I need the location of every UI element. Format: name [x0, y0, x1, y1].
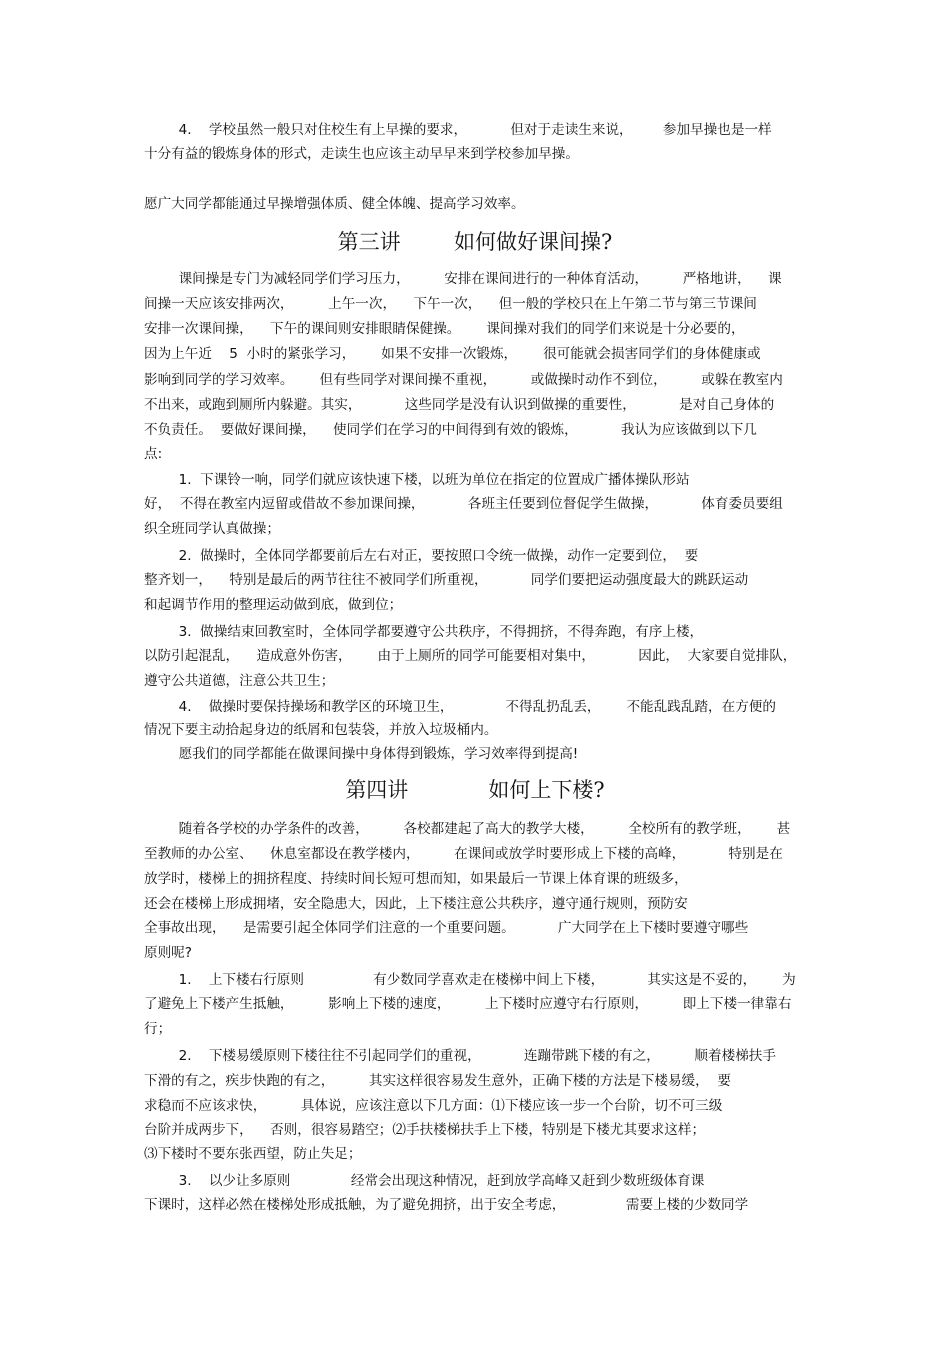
lecture3-item-2-line: 和起调节作用的整理运动做到底，做到位； — [144, 597, 403, 613]
lecture3-item-2-line: 2. 做操时，全体同学都要前后左右对正，要按照口令统一做操，动作一定要到位， 要 — [144, 548, 699, 564]
lecture4-item-1-line: 行； — [144, 1021, 172, 1037]
lecture4-item-2-line: 台阶并成两步下， 否则，很容易踏空；⑵手扶楼梯扶手上下楼，特别是下楼尤其要求这样； — [144, 1122, 706, 1138]
lecture3-paragraph-line: 不出来，或跑到厕所内躲避。其实， 这些同学是没有认识到做操的重要性， 是对自己身体的 — [144, 397, 775, 413]
intro-line: 愿广大同学都能通过早操增强体质、健全体魄、提高学习效率。 — [144, 196, 525, 212]
lecture3-item-2-line: 整齐划一， 特别是最后的两节往往不被同学们所重视， 同学们要把运动强度最大的跳跃运动 — [144, 572, 749, 588]
lecture4-item-3-line: 3. 以少让多原则 经常会出现这种情况，赶到放学高峰又赶到少数班级体育课 — [144, 1173, 705, 1189]
lecture4-paragraph-line: 原则呢? — [144, 945, 192, 961]
lecture3-paragraph-line: 间操一天应该安排两次， 上午一次， 下午一次， 但一般的学校只在上午第二节与第三节课间 — [144, 296, 757, 312]
lecture3-item-4-line: 情况下要主动拾起身边的纸屑和包装袋，并放入垃圾桶内。 — [144, 722, 498, 738]
lecture3-paragraph-line: 因为上午近 5 小时的紧张学习， 如果不安排一次锻炼， 很可能就会损害同学们的身体健康或 — [144, 346, 761, 362]
lecture3-item-3-line: 3. 做操结束回教室时，全体同学都要遵守公共秩序，不得拥挤，不得奔跑，有序上楼， — [144, 624, 704, 640]
lecture4-paragraph-line: 放学时，楼梯上的拥挤程度、持续时间长短可想而知，如果最后一节课上体育课的班级多， — [144, 871, 688, 887]
lecture4-paragraph-line: 全事故出现， 是需要引起全体同学们注意的一个重要问题。 广大同学在上下楼时要遵守哪些 — [144, 920, 749, 936]
lecture4-paragraph-line: 还会在楼梯上形成拥堵，安全隐患大，因此，上下楼注意公共秩序，遵守通行规则，预防安 — [144, 896, 688, 912]
lecture3-paragraph-line: 影响到同学的学习效率。 但有些同学对课间操不重视， 或做操时动作不到位， 或躲在教室内 — [144, 372, 783, 388]
lecture4-item-1-line: 1. 上下楼右行原则 有少数同学喜欢走在楼梯中间上下楼， 其实这是不妥的， 为 — [144, 972, 796, 988]
lecture3-item-1-line: 1. 下课铃一响，同学们就应该快速下楼，以班为单位在指定的位置成广播体操队形站 — [144, 472, 690, 488]
lecture4-item-3-line: 下课时，这样必然在楼梯处形成抵触，为了避免拥挤，出于安全考虑， 需要上楼的少数同学 — [144, 1197, 749, 1213]
lecture4-item-2-line: 求稳而不应该求快， 具体说，应该注意以下几方面：⑴下楼应该一步一个台阶，切不可三级 — [144, 1098, 723, 1114]
lecture3-item-3-line: 以防引起混乱， 造成意外伤害， 由于上厕所的同学可能要相对集中， 因此， 大家要自觉排队， — [144, 648, 797, 664]
lecture4-item-2-line: ⑶下楼时不要东张西望，防止失足； — [144, 1146, 362, 1162]
lecture4-item-2-line: 2. 下楼易缓原则下楼往往不引起同学们的重视， 连蹦带跳下楼的有之， 顺着楼梯扶手 — [144, 1048, 776, 1064]
lecture3-paragraph-line: 安排一次课间操， 下午的课间则安排眼睛保健操。 课间操对我们的同学们来说是十分必要的， — [144, 321, 745, 337]
lecture3-item-1-line: 织全班同学认真做操； — [144, 521, 280, 537]
lecture3-title: 第三讲 如何做好课间操? — [337, 230, 613, 254]
lecture3-paragraph-line: 不负责任。 要做好课间操， 使同学们在学习的中间得到有效的锻炼， 我认为应该做到以下几 — [144, 422, 757, 438]
lecture4-item-2-line: 下滑的有之，疾步快跑的有之， 其实这样很容易发生意外，正确下楼的方法是下楼易缓， 要 — [144, 1073, 731, 1089]
lecture3-paragraph-line: 课间操是专门为减轻同学们学习压力， 安排在课间进行的一种体育活动， 严格地讲， 课 — [144, 271, 782, 287]
lecture3-item-3-line: 遵守公共道德，注意公共卫生； — [144, 673, 335, 689]
lecture3-closing: 愿我们的同学都能在做课间操中身体得到锻炼，学习效率得到提高! — [144, 746, 579, 762]
lecture4-paragraph-line: 至教师的办公室、 休息室都设在教学楼内， 在课间或放学时要形成上下楼的高峰， 特别是在 — [144, 846, 783, 862]
lecture3-paragraph-line: 点: — [144, 446, 163, 462]
intro-line: 4. 学校虽然一般只对住校生有上早操的要求， 但对于走读生来说， 参加早操也是一样 — [144, 122, 772, 138]
lecture3-item-4-line: 4. 做操时要保持操场和教学区的环境卫生， 不得乱扔乱丢， 不能乱践乱踏，在方便的 — [144, 699, 776, 715]
lecture3-item-1-line: 好， 不得在教室内逗留或借故不参加课间操， 各班主任要到位督促学生做操， 体育委员要组 — [144, 496, 783, 512]
lecture4-title: 第四讲 如何上下楼? — [345, 778, 605, 802]
intro-line: 十分有益的锻炼身体的形式，走读生也应该主动早早来到学校参加早操。 — [144, 146, 579, 162]
lecture4-paragraph-line: 随着各学校的办学条件的改善， 各校都建起了高大的教学大楼， 全校所有的教学班， 甚 — [144, 821, 791, 837]
lecture4-item-1-line: 了避免上下楼产生抵触， 影响上下楼的速度， 上下楼时应遵守右行原则， 即上下楼一律靠右 — [144, 996, 792, 1012]
